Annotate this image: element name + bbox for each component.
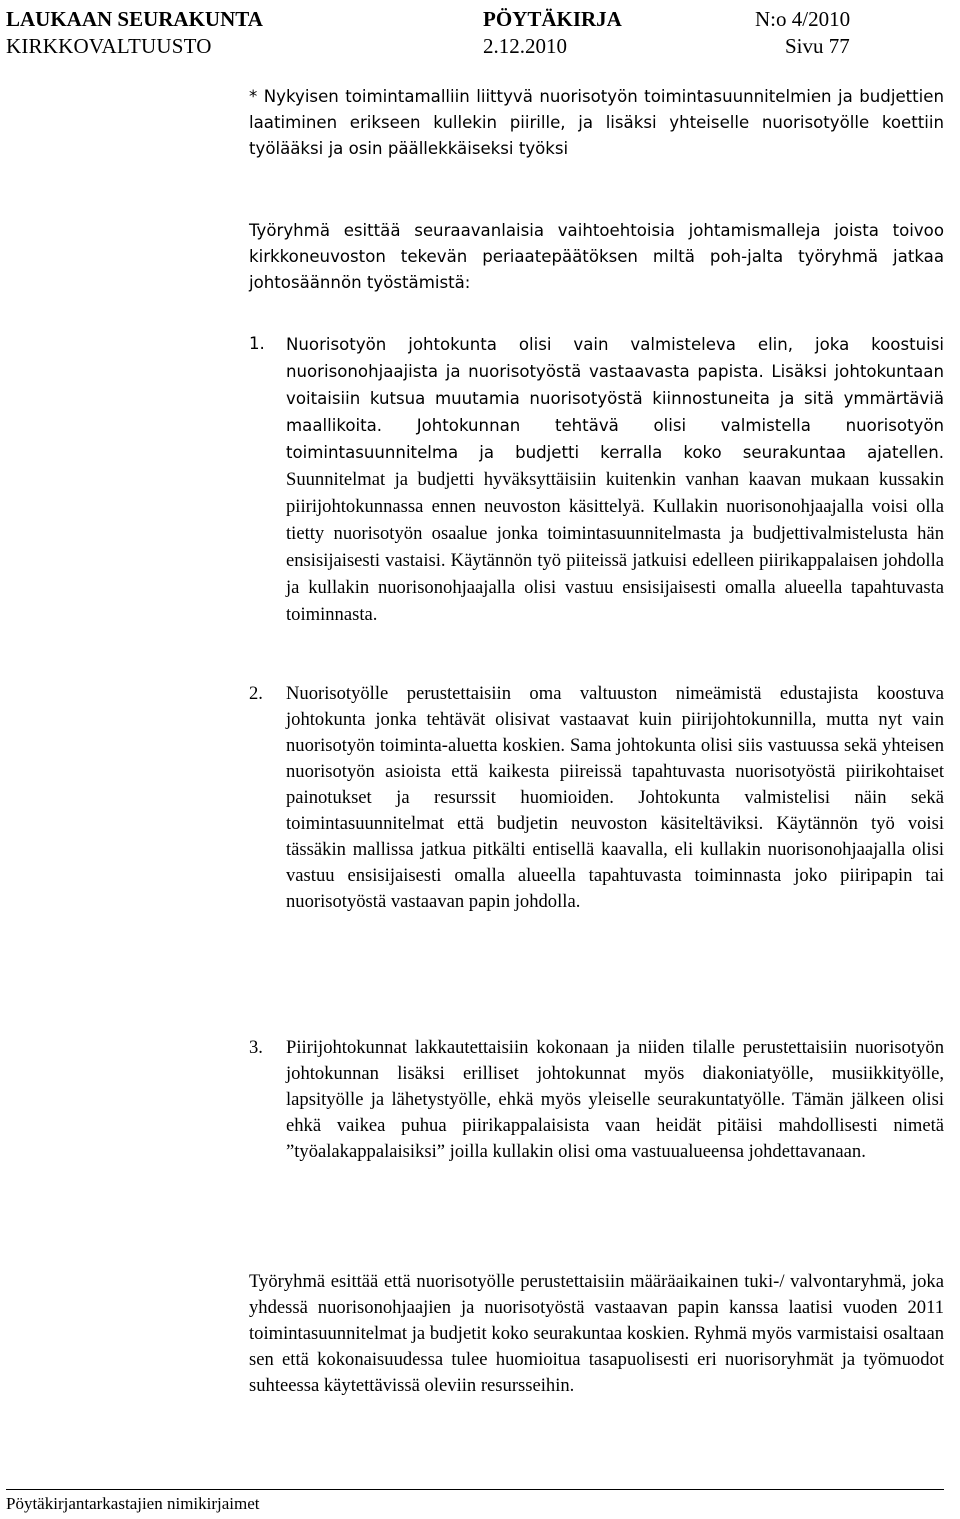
proposal-intro-text: Työryhmä esittää seuraavanlaisia vaihtoehtoisia johtamismalleja joista toivoo kirkkoneuvoston tekevän periaatepäätöksen miltä poh-jalta työryhmä jatkaa johtosäännön työstämistä:	[249, 221, 944, 292]
option-3	[249, 1035, 944, 1165]
page-number: Sivu 77	[785, 34, 850, 58]
option-1-text	[286, 331, 944, 628]
proposal-intro	[249, 218, 944, 296]
signature-label: Pöytäkirjantarkastajien nimikirjaimet	[6, 1494, 260, 1513]
governing-body: KIRKKOVALTUUSTO	[6, 34, 212, 58]
option-1	[249, 331, 944, 628]
intro-note-text: * Nykyisen toimintamalliin liittyvä nuorisotyön toimintasuunnitelmien ja budjettien laatiminen erikseen kullekin piirille, ja lisäksi yhteiselle nuorisotyölle koettiin työlääksi ja osin päällekkäiseksi työksi	[249, 87, 944, 158]
document-number: N:o 4/2010	[755, 7, 851, 31]
org-name: LAUKAAN SEURAKUNTA	[6, 7, 263, 31]
closing-proposal	[249, 1269, 944, 1399]
document-type: PÖYTÄKIRJA	[483, 7, 622, 31]
option-number: 3.	[249, 1037, 263, 1058]
closing-proposal-text: Työryhmä esittää että nuorisotyölle perustettaisiin määräaikainen tuki-/ valvontaryhmä, joka yhdessä nuorisonohjaajien ja nuorisotyöstä vastaavan papin kanssa laatisi vuoden 2011 toimintasuunnitelmat ja budjetit koko seurakuntaa koskien. Ryhmä myös varmistaisi osaltaan sen että kokonaisuudessa tulee huomioitua tasapuolisesti eri nuorisoryhmät ja työmuodot suhteessa käytettävissä oleviin resursseihin.	[249, 1271, 944, 1396]
header-row-2	[6, 33, 956, 60]
option-number: 1.	[249, 334, 265, 353]
header-row-1	[6, 6, 956, 33]
option-1-text-part-a: Nuorisotyön johtokunta olisi vain valmisteleva elin, joka koostuisi nuorisonohjaajista ja nuorisotyöstä vastaavasta papista. Lisäksi johtokuntaan voitaisiin kutsua muutamia nuorisotyöstä kiinnostuneita ja sitä ymmärtäviä maallikoita. Johtokunnan tehtävä olisi valmistella nuorisotyön toimintasuunnitelma ja budjetti kerralla koko seurakuntaa ajatellen.	[286, 335, 944, 462]
option-1-text-part-b: Suunnitelmat ja budjetti hyväksyttäisiin kuitenkin vanhan kaavan mukaan kussakin piirijohtokunnassa ennen neuvoston käsittelyä. Kullakin nuorisonohjaajalla voisi olla tietty nuorisotyön osaalue jonka toimintasuunnitelmasta ja budjettivalmistelusta hän ensisijaisesti vastaisi. Käytännön työ piiteissä jatkuisi edelleen piirikappalaisen johdolla ja kullakin nuorisonohjaajalla olisi vastuu ensisijaisesti omalla alueella tapahtuvasta toiminnasta.	[286, 469, 944, 625]
intro-note	[249, 84, 944, 162]
meeting-date: 2.12.2010	[483, 34, 567, 58]
option-2-text: Nuorisotyölle perustettaisiin oma valtuuston nimeämistä edustajista koostuva johtokunta jonka tehtävät olisivat vastaavat kuin piirijohtokunnilla, mutta nyt vain nuorisotyön toiminta-aluetta koskien. Sama johtokunta olisi siis vastuussa sekä yhteisen nuorisotyön asioista että kaikesta piireissä tapahtuvasta nuorisotyöstä piirikohtaiset painotukset ja resurssit huomioiden. Johtokunta valmistelisi näin sekä toimintasuunnitelmat että budjetin neuvoston käsiteltäviksi. Käytännön työ voisi tässäkin mallissa jatkua pitkälti entisellä kaavalla, eli kullakin nuorisonohjaajalla olisi vastuu ensisijaisesti omalla alueella tapahtuvasta toiminnasta joko piiripapin tai nuorisotyöstä vastaavan papin johdolla.	[286, 683, 944, 912]
option-3-text: Piirijohtokunnat lakkautettaisiin kokonaan ja niiden tilalle perustettaisiin nuorisotyön johtokunnan lisäksi erilliset johtokunnat myös diakoniatyölle, musiikkityölle, lapsityölle ja lähetystyölle, ehkä myös yleiselle seurakuntatyölle. Tämän jälkeen olisi ehkä vaikea puhua piirikappalaisista vaan heidät pitäisi mahdollisesti nimetä ”työalakappalaisiksi” joilla kullakin olisi oma vastuualueensa johdettavanaan.	[286, 1037, 944, 1162]
footer-divider	[6, 1489, 944, 1490]
option-number: 2.	[249, 683, 263, 704]
option-2	[249, 681, 944, 915]
page-header	[6, 6, 956, 60]
